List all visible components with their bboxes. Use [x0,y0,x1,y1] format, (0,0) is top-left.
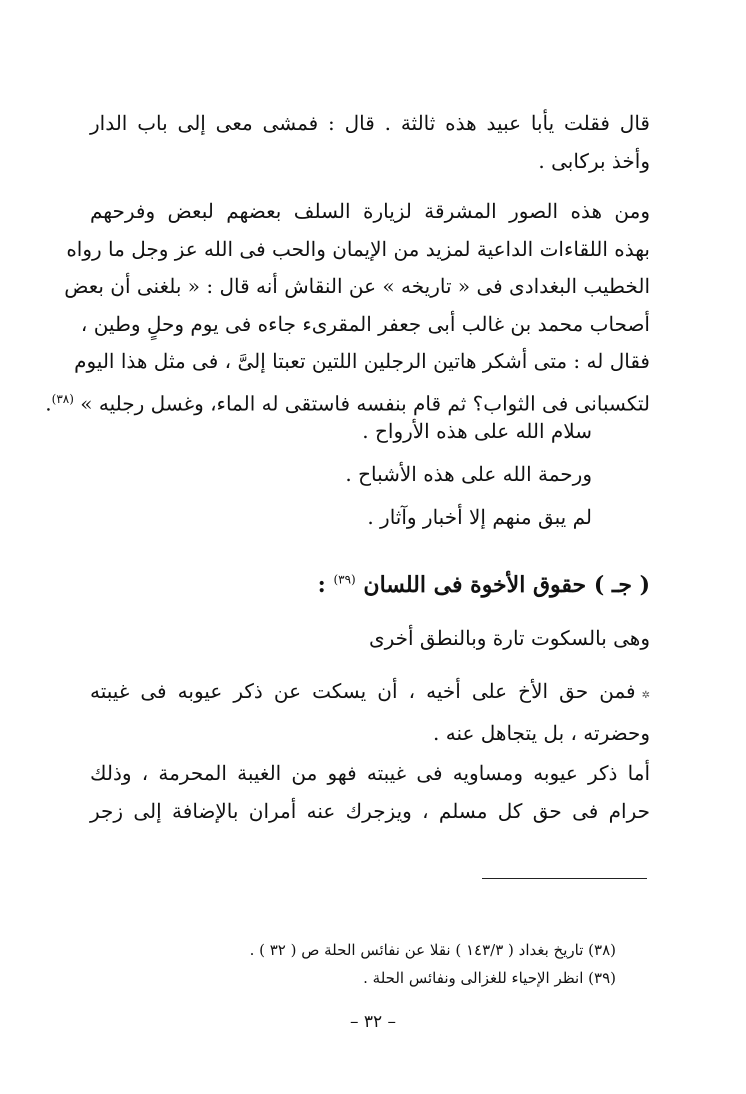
footnotes [250,936,616,992]
text-line: أصحاب محمد بن غالب أبى جعفر المقرىء جاءه فى يوم وحلٍ وطين ، [80,311,650,336]
footnote-ref-39: (٣٩) [333,572,356,587]
text-line: وأخذ بركابى . [538,148,650,173]
text-line: قال فقلت يأبا عبيد هذه ثالثة . قال : فمشى معى إلى باب الدار [90,111,650,135]
paragraph-2 [45,193,650,423]
small-asterisk-icon: ✲ [641,690,650,701]
text-line: الخطيب البغدادى فى « تاريخه » عن النقاش أنه قال : « بلغنى أن بعض [64,274,650,298]
text-line: حرام فى حق كل مسلم ، ويزجرك عنه أمران بالإضافة إلى زجر [90,798,650,823]
heading-prefix: ( جـ ) [593,572,650,598]
paragraph-1 [90,105,650,180]
text-line: لتكسبانى فى الثواب؟ ثم قام بنفسه فاستقى له الماء، وغسل رجليه » $^{(٣٨)}$. [45,391,650,416]
heading-title: حقوق الأخوة فى اللسان [363,572,587,598]
heading-suffix: : [317,572,326,598]
text-line: وهى بالسكوت تارة وبالنطق أخرى [368,626,650,650]
footnote-38: (٣٨) تاريخ بغداد ( ١٤٣/٣ ) نقلا عن نفائس الحلة ص ( ٣٢ ) . [249,941,616,959]
paragraph-4 [90,755,650,830]
section-heading [318,572,650,598]
text-line: بهذه اللقاءات الداعية لمزيد من الإيمان والحب فى الله عز وجل ما رواه [66,236,650,261]
text-line-content: فمن حق الأخ على أخيه ، أن يسكت عن ذكر عيوبه فى غيبته [90,679,636,703]
intro-line [369,620,650,658]
footnote-39: (٣٩) انظر الإحياء للغزالى ونفائس الحلة . [363,969,616,987]
text-line: فقال له : متى أشكر هاتين الرجلين اللتين تعبتا إلىَّ ، فى مثل هذا اليوم [74,349,650,373]
footnote-separator [482,878,647,879]
verse-line: سلام الله على هذه الأرواح . [362,419,592,443]
text-line: ومن هذه الصور المشرقة لزيارة السلف بعضهم لبعض وفرحهم [90,199,650,223]
text-line: أما ذكر عيوبه ومساويه فى غيبته فهو من الغيبة المحرمة ، وذلك [90,761,650,785]
text-line: وحضرته ، بل يتجاهل عنه . [433,720,650,745]
verse-line: ورحمة الله على هذه الأشباح . [345,462,592,486]
footnote-ref-38: (٣٨) [51,391,74,406]
paragraph-3 [90,673,650,752]
verse-line: لم يبق منهم إلا أخبار وآثار . [367,505,592,529]
page-number: – ٣٢ – [349,1012,397,1032]
verse-block [345,410,592,539]
text-line [90,673,650,715]
text-line-content: لتكسبانى فى الثواب؟ ثم قام بنفسه فاستقى له الماء، وغسل رجليه » [80,391,650,416]
